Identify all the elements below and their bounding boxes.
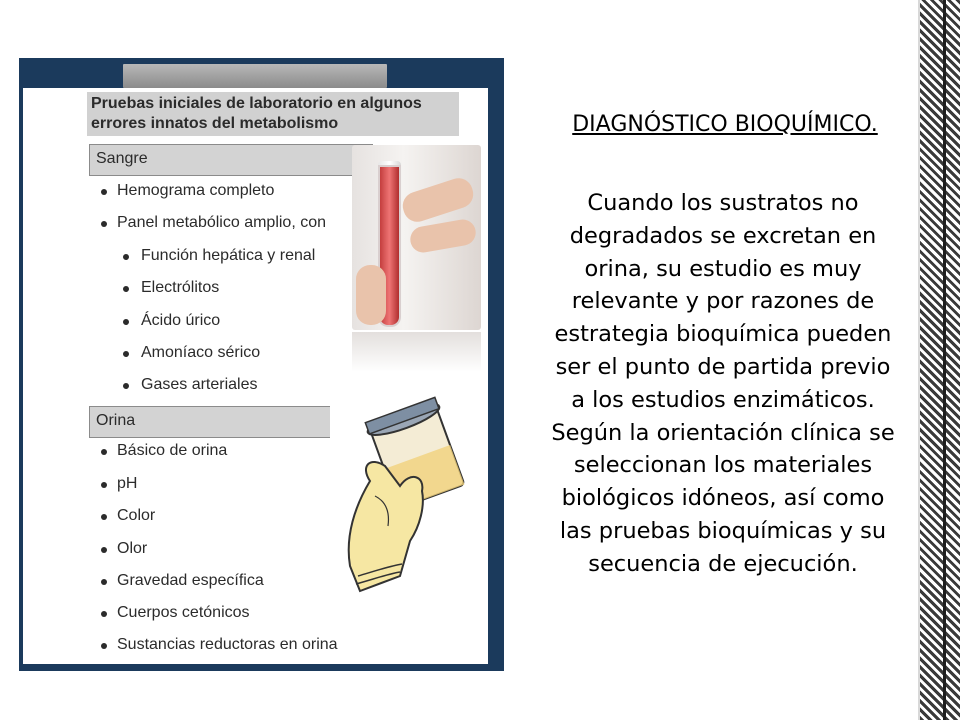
body-line: secuencia de ejecución. [588, 550, 858, 577]
thumb-shape [356, 265, 386, 325]
body-line: relevante y por razones de [571, 288, 875, 315]
list-item: Amoníaco sérico [141, 344, 261, 361]
bullet [101, 514, 107, 520]
list-item: Ácido úrico [141, 312, 221, 329]
section-header-sangre: Sangre [89, 144, 373, 176]
bullet [123, 319, 129, 325]
finger-shape [408, 217, 478, 254]
list-item: pH [117, 475, 138, 492]
list-item: Hemograma completo [117, 182, 275, 199]
body-line: las pruebas bioquímicas y su [559, 517, 887, 544]
slide-heading: DIAGNÓSTICO BIOQUÍMICO. [572, 112, 878, 137]
bullet [101, 221, 107, 227]
list-item: Electrólitos [141, 279, 220, 296]
bullet [123, 351, 129, 357]
finger-shape [399, 175, 477, 226]
bullet [123, 286, 129, 292]
body-line: orina, su estudio es muy [584, 255, 862, 282]
urine-cup-illustration [330, 376, 480, 602]
list-item: Gravedad específica [117, 572, 264, 589]
bullet [101, 611, 107, 617]
bullet [123, 383, 129, 389]
body-line: Cuando los sustratos no [587, 190, 859, 216]
figure-title: Pruebas iniciales de laboratorio en algunos errores innatos del metabolismo [87, 92, 459, 136]
section-header-orina: Orina [89, 406, 373, 438]
bullet [101, 482, 107, 488]
bullet [123, 254, 129, 260]
blood-tube-photo [352, 145, 481, 330]
body-line: ser el punto de partida previo [555, 353, 891, 380]
body-line: Según la orientación clínica se [551, 419, 895, 446]
list-item: Gases arteriales [141, 376, 258, 393]
bullet [101, 579, 107, 585]
bullet [101, 449, 107, 455]
list-item: Función hepática y renal [141, 247, 316, 264]
body-line: degradados se excretan en [569, 222, 877, 249]
list-item: Color [117, 507, 156, 524]
list-item: Sustancias reductoras en orina [117, 636, 338, 653]
list-item: Básico de orina [117, 442, 228, 459]
border-line [943, 0, 946, 720]
body-line: biológicos idóneos, así como [561, 485, 885, 512]
body-line: a los estudios enzimáticos. [571, 386, 875, 413]
slide-body [516, 187, 930, 581]
list-item: Cuerpos cetónicos [117, 604, 250, 621]
bullet [101, 547, 107, 553]
bullet [101, 189, 107, 195]
photo-reflection [352, 332, 481, 372]
figure-top-tab [123, 64, 387, 88]
list-item: Panel metabólico amplio, con [117, 214, 327, 231]
body-line: seleccionan los materiales [573, 452, 873, 479]
list-item: Olor [117, 540, 148, 557]
bullet [101, 643, 107, 649]
body-line: estrategia bioquímica pueden [554, 321, 892, 348]
